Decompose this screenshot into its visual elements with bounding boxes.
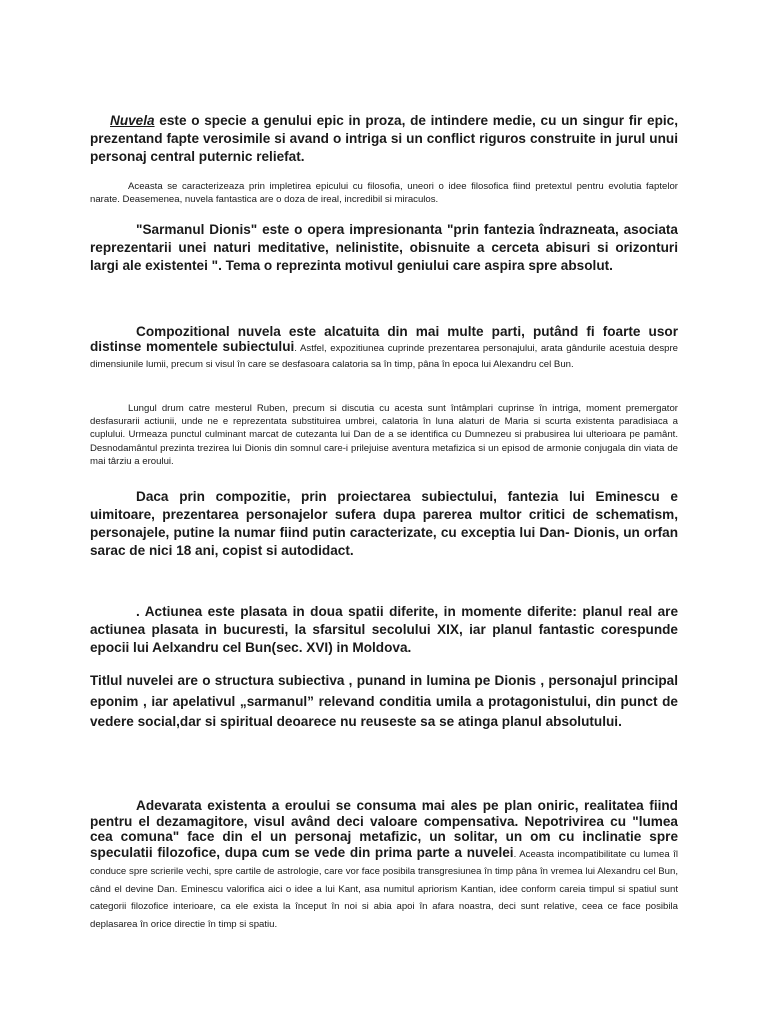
paragraph-opera: "Sarmanul Dionis" este o opera impresionanta "prin fantezia îndrazneata, asociata reprezentarii unei naturi meditative, nelinistite, obisnuite a cerceta abisuri si orizonturi largi ale existentei ". Tema o reprezinta motivul geniului care aspira spre absolut. — [90, 222, 678, 273]
definition-text: este o specie a genului epic in proza, de intindere medie, cu un singur fir epic, prezentand fapte verosimile si avand o intriga si un conflict riguros construite in jurul unui personaj central puternic reliefat. — [90, 113, 678, 164]
paragraph-intrigue: Lungul drum catre mesterul Ruben, precum si discutia cu acesta sunt întâmplari cuprinse în intriga, moment premergator desfasurarii actiunii, unde ne e reprezentata substituirea umbrei, calatoria în luna alaturi de Maria si scurta existenta paradisiaca a cuplului. Urmeaza punctul culminant marcat de cutezanta lui Dan de a se identifica cu Dumnezeu si prabusirea lui ulterioara pe pamânt. Desnodamântul prezinta trezirea lui Dionis din somnul care-i prilejuise aventura metafizica si un episod de armonie conjugala din viata de mai târziu a eroului. — [90, 403, 678, 467]
composition-bold-text: Compozitional nuvela este alcatuita din mai multe parti, putând fi foarte usor distinse momentele subiectului — [90, 324, 678, 354]
term-nuvela: Nuvela — [110, 113, 155, 128]
paragraph-title: Titlul nuvelei are o structura subiectiva , punand in lumina pe Dionis , personajul principal eponim , iar apelativul „sarmanul” relevand conditia umila a protagonistului, din punct de vedere social,dar si spiritual deoarece nu reuseste sa se atinga planul absolutului. — [90, 673, 678, 729]
paragraph-composition — [90, 325, 678, 373]
paragraph-characteristics: Aceasta se caracterizeaza prin impletirea epicului cu filosofia, uneori o idee filosofica fiind pretextul pentru evolutia faptelor narate. Deasemenea, nuvela fantastica are o doza de ireal, incredibil si miraculos. — [90, 181, 678, 206]
paragraph-existence — [90, 798, 678, 932]
paragraph-characters: Daca prin compozitie, prin proiectarea subiectului, fantezia lui Eminescu e uimitoare, prezentarea personajelor sufera dupa parerea multor critici de schematism, personajele, putine la numar fiind putin caracterizate, cu exceptia lui Dan- Dionis, un orfan sarac de nici 18 ani, copist si autodidact. — [90, 489, 678, 558]
paragraph-definition — [90, 112, 678, 166]
existence-rest-text: . Aceasta incompatibilitate cu lumea îl conduce spre scrierile vechi, spre cartile de astrologie, care vor face posibila transgresiunea în timp pâna în vremea lui Alexandru cel Bun, când el devine Dan. Eminescu valorifica aici o idee a lui Kant, asa numitul apriorism Kantian, idee conform careia timpul si spatiul sunt categorii filozofice interioare, ca ele exista la început în noi si abia apoi în afara noastra, deci sunt relative, ceea ce face posibila deplasarea în orice directie în timp si spatiu. — [90, 848, 678, 930]
composition-rest-text: . Astfel, expozitiunea cuprinde prezentarea personajului, arata gândurile acestuia despre dimensiunile lumii, precum si visul în care se desfasoara calatoria sa în timp, pâna în epoca lui Alexandru cel Bun. — [90, 342, 678, 370]
paragraph-action: . Actiunea este plasata in doua spatii diferite, in momente diferite: planul real are actiunea plasata in bucuresti, la sfarsitul secolului XIX, iar planul fantastic corespunde epocii lui Aelxandru cel Bun(sec. XVI) in Moldova. — [90, 604, 678, 655]
existence-bold-text: Adevarata existenta a eroului se consuma mai ales pe plan oniric, realitatea fiind pentru el dezamagitore, visul având deci valoare compensativa. Nepotrivirea cu "lumea cea comuna" face din el un personaj metafizic, un solitar, un om cu inclinatie spre speculatii filozofice, dupa cum se vede din prima parte a nuvelei — [90, 798, 678, 860]
